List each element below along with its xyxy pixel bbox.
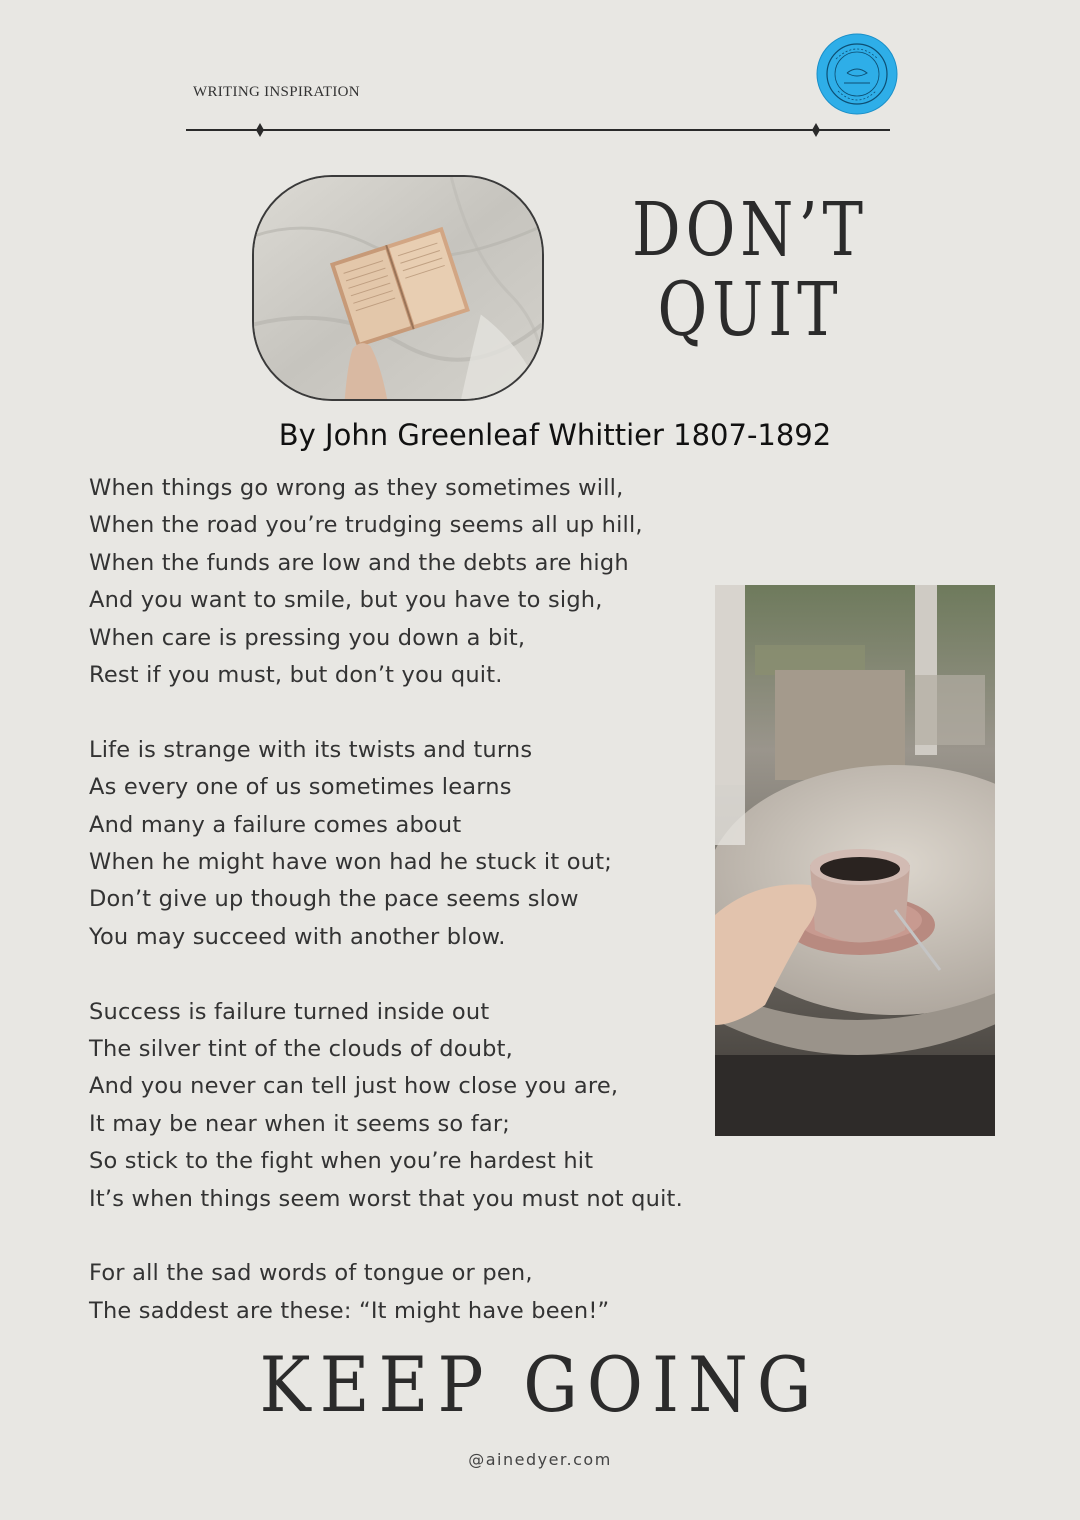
poem-line: When he might have won had he stuck it out; [89, 849, 612, 876]
poem-line: For all the sad words of tongue or pen, [89, 1260, 533, 1287]
poem-stanza [89, 732, 709, 956]
poem-line: Success is failure turned inside out [89, 998, 490, 1025]
footer-website: @ainedyer.com [468, 1450, 612, 1469]
coffee-cup-on-table-photo [715, 585, 995, 1136]
poem-stanza [89, 1255, 709, 1330]
poem-title-line1: DON’T [632, 187, 868, 273]
poem-line: Rest if you must, but don’t you quit. [89, 662, 503, 689]
poem-line: And you want to smile, but you have to sigh, [89, 587, 603, 614]
poem-line: You may succeed with another blow. [89, 923, 506, 950]
poem-line: It may be near when it seems so far; [89, 1110, 511, 1137]
poem-title [627, 187, 873, 353]
closing-headline: KEEP GOING [259, 1340, 821, 1429]
writer-worx-badge-icon [816, 33, 898, 115]
open-book-on-bed-photo [252, 175, 544, 401]
poem-stanza [89, 470, 709, 694]
poem-line: When the road you’re trudging seems all up hill, [89, 512, 643, 539]
poem-byline: By John Greenleaf Whittier 1807-1892 [278, 418, 832, 452]
poem-line: As every one of us sometimes learns [89, 774, 512, 801]
poem-line: When things go wrong as they sometimes will, [89, 475, 624, 501]
poem-stanza [89, 994, 709, 1218]
poem-line: And many a failure comes about [89, 811, 462, 838]
poem-title-line2: QUIT [657, 267, 843, 353]
poem-line: It’s when things seem worst that you must not quit. [89, 1185, 683, 1212]
header-divider [186, 120, 890, 140]
poem-line: Life is strange with its twists and turns [89, 736, 533, 763]
poem-line: The silver tint of the clouds of doubt, [89, 1036, 514, 1063]
poem-body [89, 470, 709, 1330]
poem-line: And you never can tell just how close you are, [89, 1073, 619, 1100]
poem-line: The saddest are these: “It might have been!” [89, 1297, 610, 1324]
poem-line: When the funds are low and the debts are high [89, 549, 629, 576]
poem-line: When care is pressing you down a bit, [89, 624, 526, 651]
header-label: WRITING INSPIRATION [193, 84, 360, 100]
poem-line: Don’t give up though the pace seems slow [89, 886, 579, 913]
poem-line: So stick to the fight when you’re hardest hit [89, 1148, 594, 1175]
